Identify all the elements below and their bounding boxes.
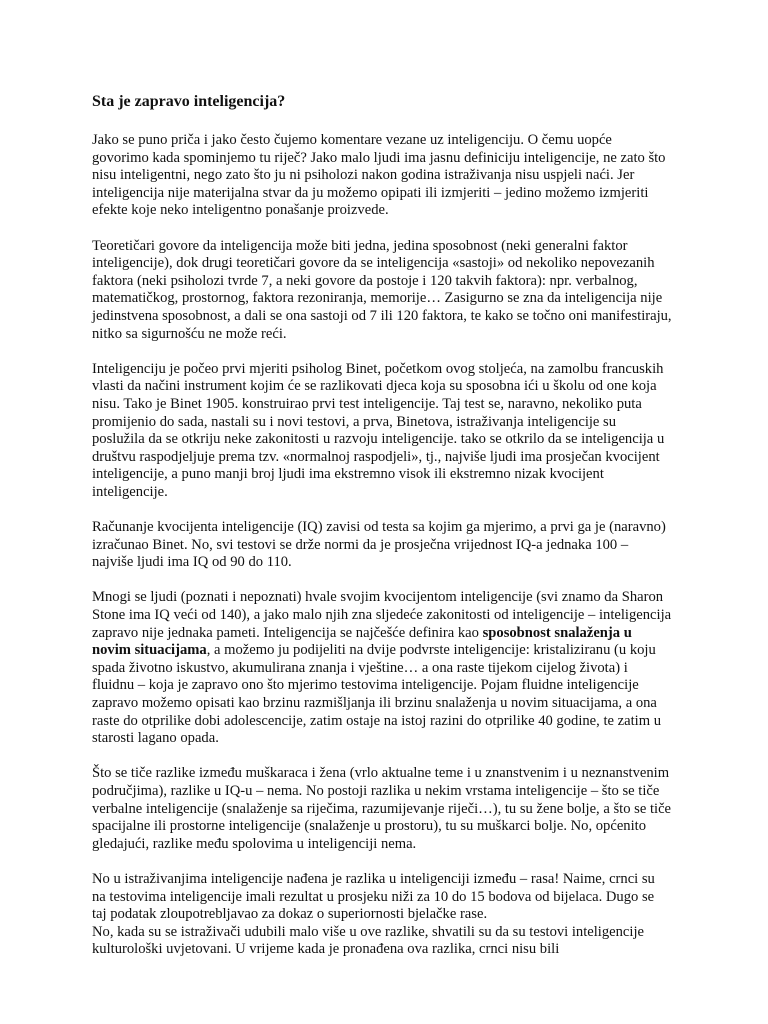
paragraph: Jako se puno priča i jako često čujemo komentare vezane uz inteligenciju. O čemu uopće govorimo kada spominjemo tu riječ? Jako malo ljudi ima jasnu definiciju inteligencije, ne zato što nisu inteligentni, nego zato što ju ni psiholozi nakon godina istraživanja nisu uspjeli naći. Jer inteligencija nije materijalna stvar da ju možemo opipati ili izmjeriti – jedino možemo izmjeriti efekte koje neko inteligentno ponašanje proizvede. bbox=[92, 132, 666, 219]
bold-definition: sposobnost snalaženja u novim situacijama bbox=[92, 624, 632, 659]
paragraph-text: Mnogi se ljudi (poznati i nepoznati) hvale svojim kvocijentom inteligencije (svi znamo da Sharon Stone ima IQ veći od 140), a jako malo njih zna sljedeće zakonitosti od inteligencije – inteligencija zapravo nije jednaka pameti. Inteligencija se najčešće definira kao bbox=[92, 589, 672, 641]
paragraph: No, kada su se istraživači udubili malo više u ove razlike, shvatili su da su testovi inteligencije kulturološki uvjetovani. U vrijeme kada je pronađena ova razlika, crnci nisu bili bbox=[92, 923, 644, 958]
paragraph: Teoretičari govore da inteligencija može biti jedna, jedina sposobnost (neki generalni faktor inteligencije), dok drugi teoretičari govore da se inteligencija «sastoji» od nekoliko nepovezanih faktora (neki psiholozi tvrde 7, a neki govore da postoje i 120 takvih faktora): npr. verbalnog, matematičkog, prostornog, faktora rezoniranja, memorije… Zasigurno se zna da inteligencija nije jedinstvena sposobnost, a dali se ona sastoji od 7 ili 120 faktora, te kako se točno oni manifestiraju, nitko sa sigurnošću ne može reći. bbox=[92, 237, 672, 342]
document-title: Sta je zapravo inteligencija? bbox=[92, 93, 286, 110]
paragraph: Inteligenciju je počeo prvi mjeriti psiholog Binet, početkom ovog stoljeća, na zamolbu francuskih vlasti da načini instrument kojim će se razlikovati djeca koja su sposobna ići u školu od one koja nisu. Tako je Binet 1905. konstruirao prvi test inteligencije. Taj test se, naravno, nekoliko puta promijenio do sada, nastali su i novi testovi, a prva, Binetova, istraživanja inteligencije su poslužila da se otkriju neke zakonitosti u razvoju inteligencije. tako se otkrilo da se inteligencija u društvu raspodjeljuje prema tzv. «normalnoj raspodjeli», tj., najviše ljudi ima prosječan kvocijent inteligencije, a puno manji broj ljudi ima ekstremno visok ili ekstremno nizak kvocijent inteligencije. bbox=[92, 360, 665, 500]
paragraph-text: , a možemo ju podijeliti na dvije podvrste inteligencije: kristaliziranu (u koju spada životno iskustvo, akumulirana znanja i vještine… a ona raste tijekom cijelog života) i fluidnu – koja je zapravo ono što mjerimo testovima inteligencije. Pojam fluidne inteligencije zapravo možemo opisati kao brzinu razmišljanja ili brzinu snalaženja u novim situacijama, a ona raste do otprilike dobi adolescencije, zatim ostaje na istoj razini do otprilike 40 godine, te zatim u starosti lagano opada. bbox=[92, 642, 661, 747]
document-body bbox=[92, 92, 672, 959]
paragraph: No u istraživanjima inteligencije nađena je razlika u inteligenciji između – rasa! Naime, crnci su na testovima inteligencije imali rezultat u prosjeku niži za 10 do 15 bodova od bijelaca. Dugo se taj podatak zloupotrebljavao za dokaz o superiornosti bjelačke rase. bbox=[92, 870, 655, 923]
paragraph bbox=[92, 589, 672, 747]
paragraph: Računanje kvocijenta inteligencije (IQ) zavisi od testa sa kojim ga mjerimo, a prvi ga je (naravno) izračunao Binet. No, svi testovi se drže normi da je prosječna vrijednost IQ-a jednaka 100 – najviše ljudi ima IQ od 90 do 110. bbox=[92, 519, 666, 571]
paragraph: Što se tiče razlike između muškaraca i žena (vrlo aktualne teme i u znanstvenim i u neznanstvenim područjima), razlike u IQ-u – nema. No postoji razlika u nekim vrstama inteligencije – što se tiče verbalne inteligencije (snalaženje sa riječima, razumijevanje riječi…), tu su žene bolje, a što se tiče spacijalne ili prostorne inteligencije (snalaženje u prostoru), tu su muškarci bolje. No, općenito gledajući, razlike među spolovima u inteligenciji nema. bbox=[92, 765, 672, 852]
